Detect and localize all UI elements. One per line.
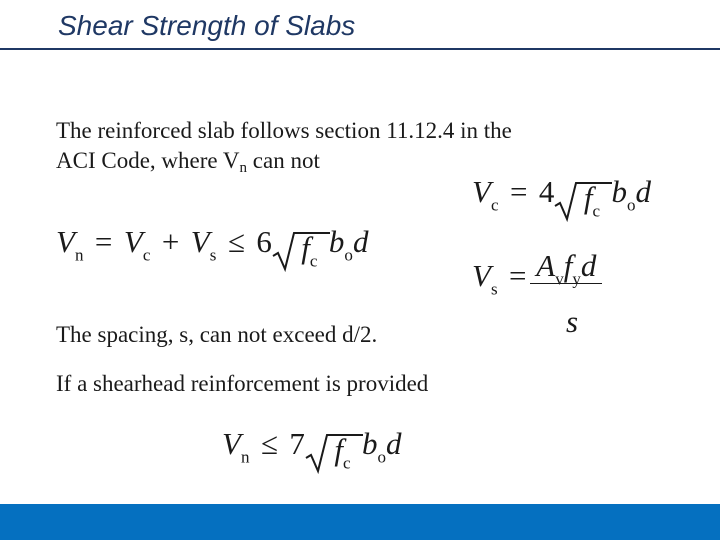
eq-sh-f: f xyxy=(334,431,343,467)
eq-vc-f: f xyxy=(583,179,593,215)
equation-shearhead xyxy=(222,426,402,473)
eq-vc-coef: 4 xyxy=(538,174,555,209)
eq-vn-sub-n: n xyxy=(74,245,84,265)
eq-vs-fraction xyxy=(530,247,602,289)
eq-vc-V: V xyxy=(472,174,491,209)
slide-title: Shear Strength of Slabs xyxy=(58,10,356,41)
eq-vn-sub-s: s xyxy=(209,245,217,265)
eq-sh-sub-fc: c xyxy=(342,453,351,473)
intro-line-2 xyxy=(56,146,512,176)
eq-vs-f: f xyxy=(563,247,573,283)
intro-paragraph xyxy=(56,116,512,176)
eq-vn-V: V xyxy=(56,224,75,259)
eq-vs-equals: = xyxy=(509,258,527,293)
eq-vc-sqrt xyxy=(554,179,603,221)
eq-vs-sub-v: v xyxy=(555,269,564,289)
eq-vs-V: V xyxy=(472,258,491,293)
eq-vn-sqrt xyxy=(272,229,321,271)
eq-sh-b: b xyxy=(362,426,378,461)
eq-sh-sub-n: n xyxy=(240,447,250,467)
intro-line-1: The reinforced slab follows section 11.12.4 in the xyxy=(56,118,512,143)
eq-vn-coef: 6 xyxy=(256,224,272,259)
eq-sh-V: V xyxy=(222,426,241,461)
eq-vn-equals: = xyxy=(94,224,113,259)
eq-vn-plus: + xyxy=(161,224,180,259)
equation-vn-limit xyxy=(56,224,369,271)
radical-icon xyxy=(554,179,614,222)
footer-bar xyxy=(0,504,720,540)
eq-vc-sub-o: o xyxy=(627,195,636,215)
eq-sh-d: d xyxy=(386,426,402,461)
eq-vn-sub-c: c xyxy=(142,245,151,265)
eq-vn-sub-fc: c xyxy=(309,251,318,271)
eq-vn-Vc: V xyxy=(123,224,143,259)
eq-vs-sub-y: y xyxy=(572,269,581,289)
eq-vc-sub-c: c xyxy=(490,195,499,215)
eq-vs-numerator xyxy=(530,247,602,289)
eq-vn-sub-o: o xyxy=(344,245,353,265)
eq-vs-denominator xyxy=(566,306,578,337)
eq-vs-sub-s: s xyxy=(490,279,498,299)
eq-vs-den: s xyxy=(566,304,579,339)
eq-vc-equals: = xyxy=(509,174,528,209)
shearhead-paragraph: If a shearhead reinforcement is provided xyxy=(56,371,429,396)
eq-vn-f: f xyxy=(301,229,310,265)
eq-sh-le: ≤ xyxy=(260,426,278,461)
eq-sh-sqrt xyxy=(305,431,354,473)
eq-vn-b: b xyxy=(328,224,345,259)
eq-vs-A: A xyxy=(536,247,556,283)
intro-line-2-suffix: can not xyxy=(247,148,320,173)
eq-vn-le: ≤ xyxy=(227,224,245,259)
eq-vc-d: d xyxy=(635,174,652,209)
intro-line-2-prefix: ACI Code, where V xyxy=(56,148,240,173)
eq-vc-b: b xyxy=(611,174,628,209)
equation-vc xyxy=(472,174,652,221)
eq-vn-d: d xyxy=(352,224,369,259)
radical-icon xyxy=(305,431,365,474)
equation-vs xyxy=(472,242,602,299)
eq-vc-sub-fc: c xyxy=(592,201,601,221)
spacing-paragraph: The spacing, s, can not exceed d/2. xyxy=(56,322,378,347)
eq-sh-sub-o: o xyxy=(377,447,387,467)
eq-sh-coef: 7 xyxy=(289,426,305,461)
title-divider xyxy=(0,48,720,50)
eq-vn-Vs: V xyxy=(190,224,210,259)
intro-line-2-subscript: n xyxy=(239,160,248,176)
radical-icon xyxy=(272,229,332,272)
eq-vs-d: d xyxy=(580,247,597,283)
